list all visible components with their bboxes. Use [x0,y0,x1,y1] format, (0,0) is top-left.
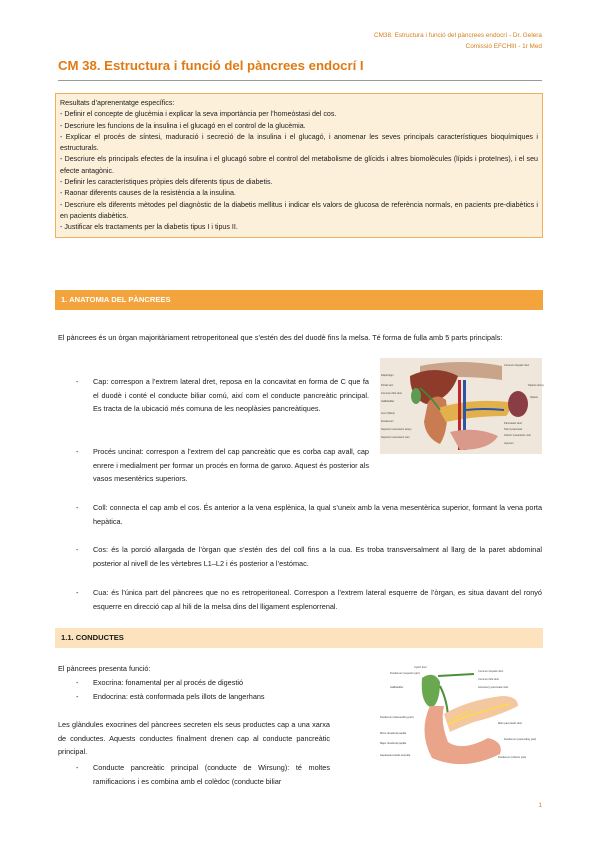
bullet-dash: - [76,377,79,386]
bullet-dash: - [76,678,79,687]
figure-label: Common bile duct [381,392,402,395]
header-line-2: Comissió EFCHIII - 1r Med [465,43,542,50]
objective-item: - Descriure els principals efectes de la insulina i el glucagó sobre el control del metabolisme de glícids i altres biomolècules (lípids i proteïnes), i el seu efecte antagònic. [60,155,538,175]
part-coll: Coll: connecta el cap amb el cos. És anterior a la vena esplènica, la qual s’uneix amb la vena mesentèrica superior, formant la vena porta hepàtica. [93,503,542,526]
objective-item: - Raonar diferents causes de la resistència a la insulina. [60,189,236,198]
conductes-intro: El pàncrees presenta funció: [58,664,151,673]
objective-item: - Definir les característiques pròpies dels diferents tipus de diabetis. [60,178,273,187]
pancreas-anatomy-illustration [380,358,542,454]
conducte-wirsung: Conducte pancreàtic principal (conducte de Wirsung): té moltes ramificacions i es combina amb el colèdoc (conducte biliar [93,763,330,786]
bullet-dash: - [76,447,79,456]
title-divider [58,80,542,81]
function-exocrina: Exocrina: fonamental per al procés de digestió [93,678,244,687]
figure-label: Superior mesenteric vein [381,436,410,439]
figure-label: Common bile duct [478,678,499,681]
page-number: 1 [538,802,542,809]
figure-label: Gallbladder [390,686,404,689]
objectives-heading: Resultats d’aprenentatge específics: [60,99,175,107]
part-cos: Cos: és la porció allargada de l’òrgan que s’estén des del coll fins a la cua. Es troba transversalment al llarg de la paret abdominal posterior al nivell de les vèrtebres L1–L2 i és posterior a l’estómac. [93,545,542,568]
figure-label: Duodenum [381,420,394,423]
figure-label: Pancreatic duct [504,422,522,425]
objective-item: - Definir el concepte de glucèmia i explicar la seva importància per l’homeòstasi del cos. [60,110,337,119]
figure-label: Common hepatic duct [478,670,504,673]
bullet-dash: - [76,588,79,597]
figure-label: Superior mesenteric artery [381,428,412,431]
figure-label: Spleen [530,396,539,399]
pancreatic-ducts-figure [378,662,542,774]
figure-label: Splenic artery [528,384,544,387]
section-heading-anatomy: 1. ANATOMIA DEL PÀNCREES [55,290,543,310]
figure-label: Major duodenal papilla [380,742,407,745]
figure-label: Main pancreatic duct [498,722,522,725]
objective-item: - Justificar els tractaments per la diabetis tipus I i tipus II. [60,223,238,232]
objective-item: - Descriure les funcions de la insulina i el glucagó en el control de la glucèmia. [60,121,306,130]
figure-label: Gallbladder [381,400,395,403]
figure-label: Liver (lifted) [381,412,395,415]
objective-item: - Descriure els diferents mètodes pel diagnòstic de la diabetis mellitus i indicar els valors de glucosa de referència normals, en pacients pre-diabètics i en pacients diabètics. [60,200,538,220]
function-endocrina: Endocrina: està conformada pels illots de langerhans [93,692,265,701]
header-line-1: CM38. Estructura i funció del pàncrees endocrí - Dr. Gelera [373,32,542,39]
conductes-paragraph: Les glàndules exocrines del pàncrees secreten els seus productes cap a una xarxa de conductes. Aquests conductes finalment drenen cap al conducte pancreàtic principal. [58,720,330,756]
bullet-dash: - [76,503,79,512]
part-cua: Cua: és l’única part del pàncrees que no es retroperitoneal. Correspon a l’extrem lateral esquerre de l’òrgan, es situa davant del ronyó esquerre en direcció cap al hili de la melsa dins del lligament esplenorrenal. [93,588,542,611]
figure-label: Hepatopancreatic ampulla [380,754,411,757]
section-heading-conductes: 1.1. CONDUCTES [55,628,543,648]
figure-label: Duodenum (ascending part) [504,738,537,741]
bullet-dash: - [76,692,79,701]
figure-label: Minor duodenal papilla [380,732,407,735]
page-title: CM 38. Estructura i funció del pàncrees endocrí I [58,58,364,73]
part-cap: Cap: correspon a l’extrem lateral dret, reposa en la concavitat en forma de C que fa el duodè i conté el conducte biliar comú, així com el conducte pancreàtic principal. Es tracta de la ubicació més comuna de les neoplàsies pancreàtiques. [93,377,369,413]
bullet-dash: - [76,763,79,772]
bullet-dash: - [76,545,79,554]
figure-label: Common hepatic duct [504,364,530,367]
section-intro: El pàncrees és un òrgan majoritàriament retroperitoneal que s’estén des del duodè fins la melsa. Té forma de fulla amb 5 parts principals: [58,333,503,342]
figure-label: Inferior mesenteric vein [504,434,531,437]
figure-label: Cystic duct [414,666,427,669]
pancreas-anatomy-figure [380,358,542,454]
figure-label: Accessory pancreatic duct [478,686,509,689]
figure-label: Duodenum (descending part) [380,716,414,719]
figure-label: Jejunum [504,442,514,445]
pancreatic-ducts-illustration [378,662,542,774]
figure-label: Duodenum (inferior part) [498,756,527,759]
objective-item: - Explicar el procés de síntesi, maduració i secreció de la insulina i el glucagó, i anomenar les seves principals característiques bioquímiques i estructurals. [60,132,538,153]
part-proces-uncinat: Procés uncinat: correspon a l’extrem del cap pancreàtic que es corba cap avall, cap enrere i medialment per formar un procés en forma de ganxo. Aquest és posterior als vasos mesentèrics superiors. [93,447,369,483]
objectives-box [55,93,543,238]
figure-label: Duodenum (superior part) [390,672,420,675]
figure-label: Tail of pancreas [504,428,523,431]
running-header [374,30,542,52]
figure-label: Diaphragm [381,374,394,377]
figure-label: Portal vein [381,384,394,387]
